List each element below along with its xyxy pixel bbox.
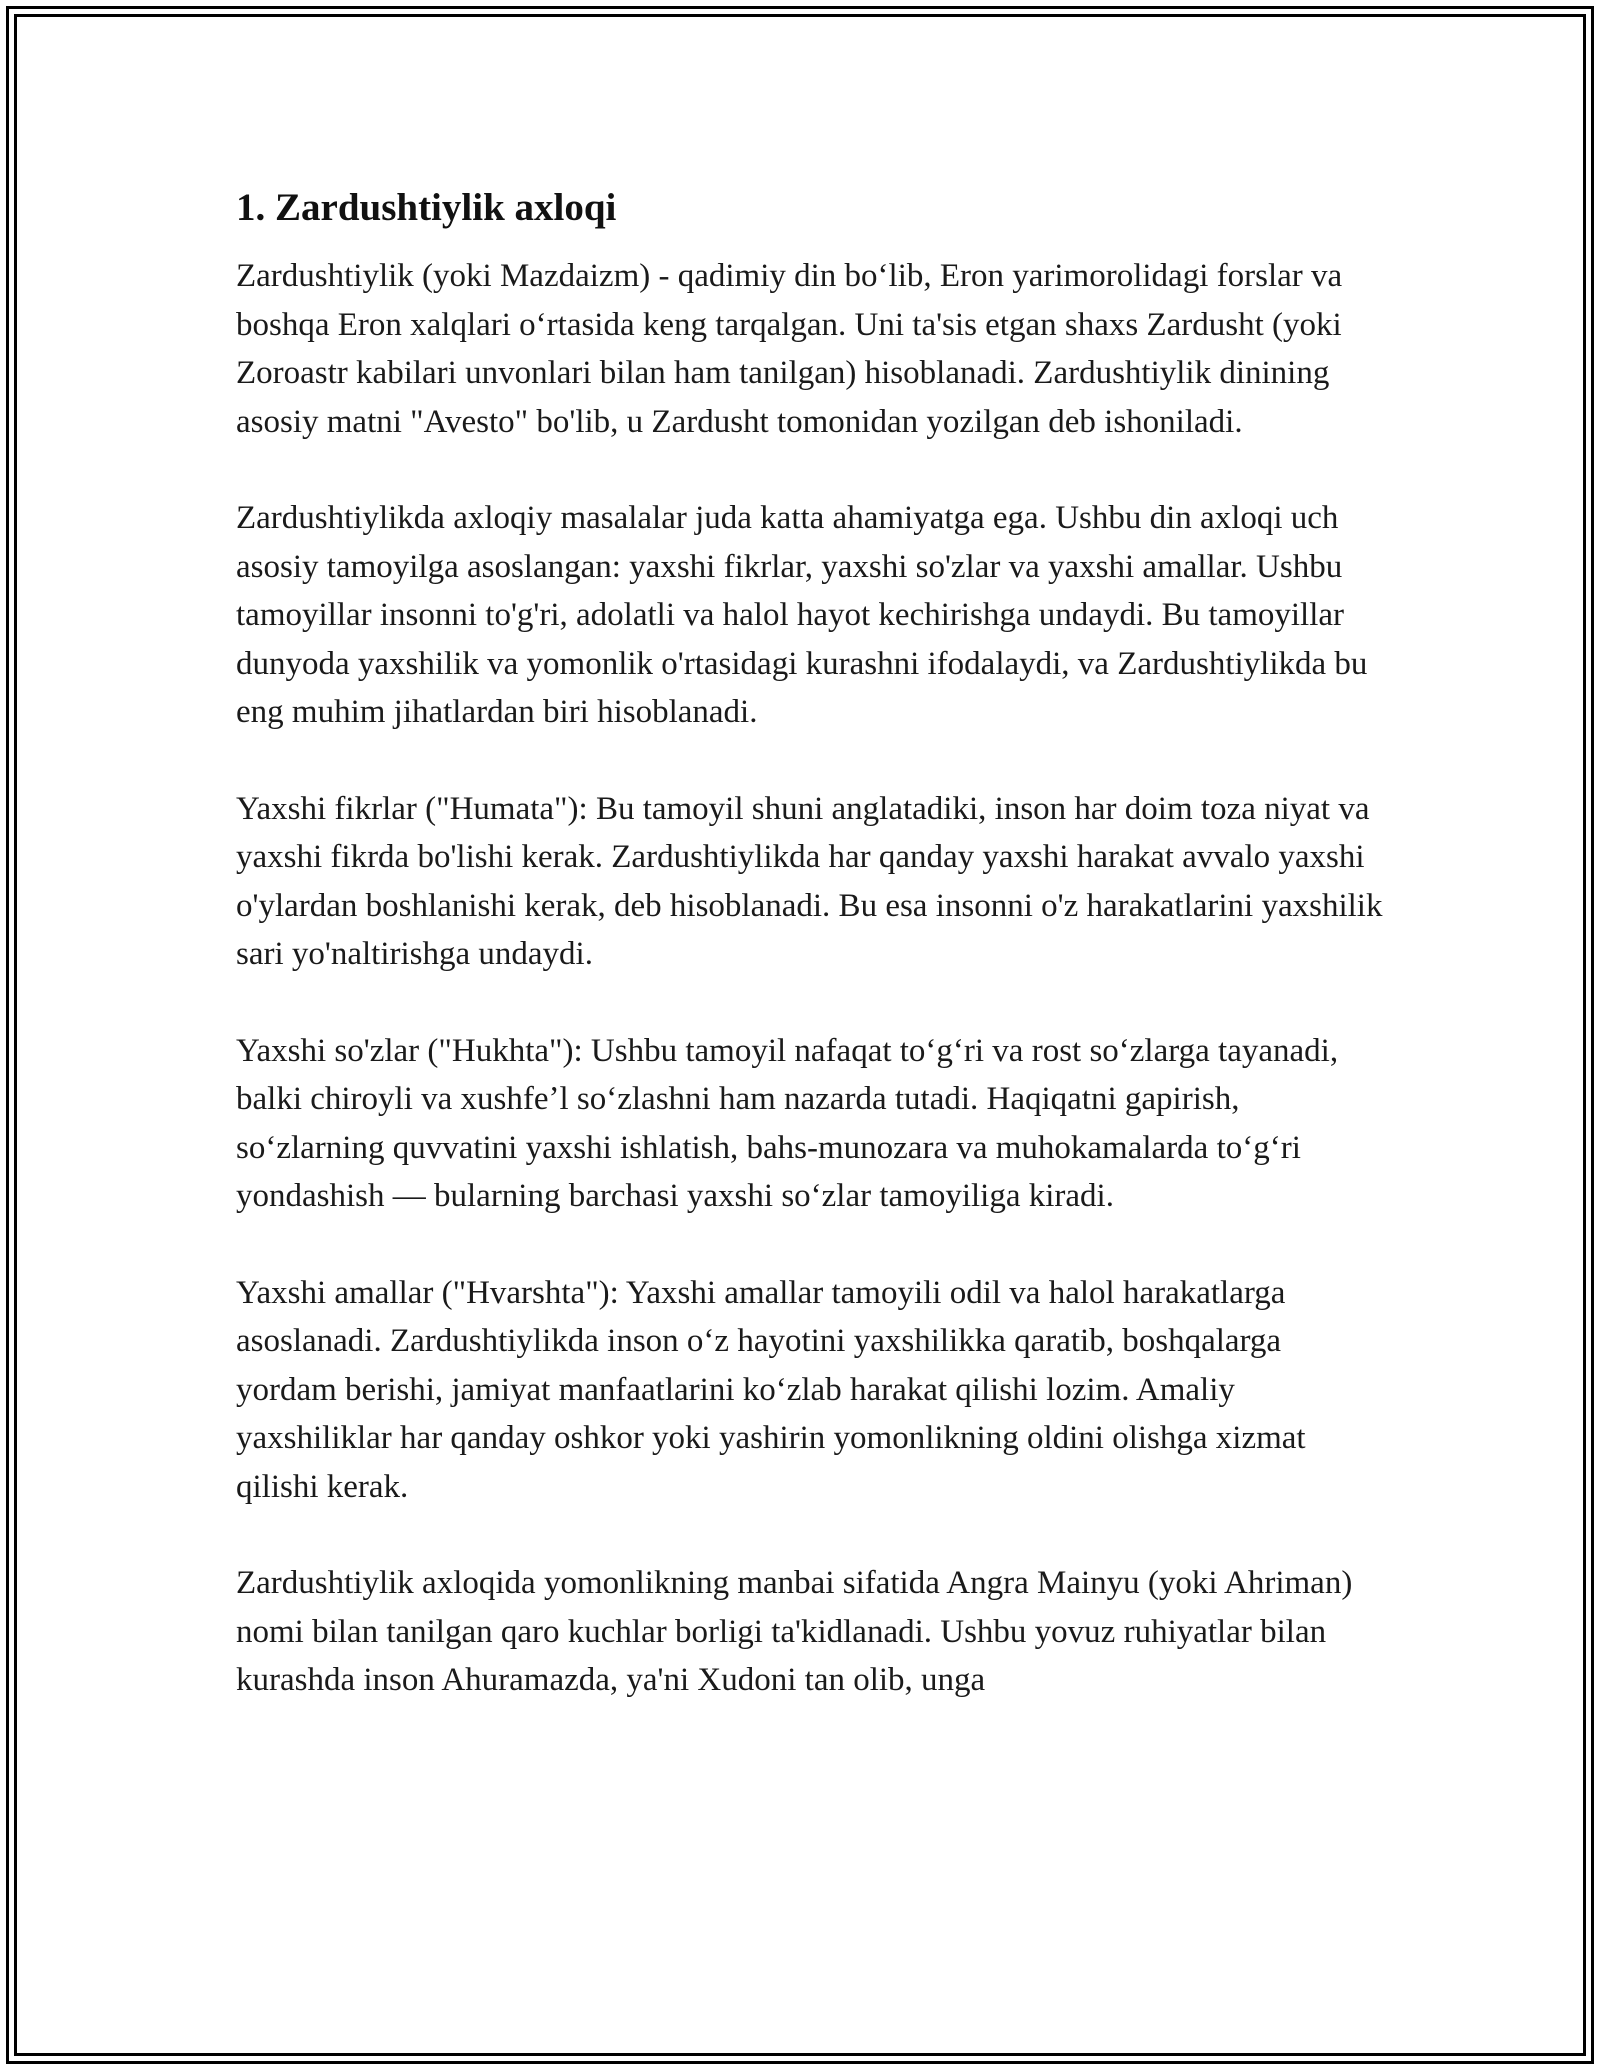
paragraph-evil-source: Zardushtiylik axloqida yomonlikning manbai sifatida Angra Mainyu (yoki Ahriman) nomi bilan tanilgan qaro kuchlar borligi ta'kidlanadi. Ushbu yovuz ruhiyatlar bilan kurashda inson Ahuramazda, ya'ni Xudoni tan olib, unga	[236, 1565, 1353, 1698]
section-heading: 1. Zardushtiylik axloqi	[236, 186, 617, 229]
paragraph-good-deeds: Yaxshi amallar ("Hvarshta"): Yaxshi amallar tamoyili odil va halol harakatlarga asoslanadi. Zardushtiylikda inson oʻz hayotini yaxshilikka qaratib, boshqalarga yordam berishi, jamiyat manfaatlarini koʻzlab harakat qilishi lozim. Amaliy yaxshiliklar har qanday oshkor yoki yashirin yomonlikning oldini olishga xizmat qilishi kerak.	[236, 1274, 1306, 1505]
paragraph-intro: Zardushtiylik (yoki Mazdaizm) - qadimiy din boʻlib, Eron yarimorolidagi forslar va boshqa Eron xalqlari oʻrtasida keng tarqalgan. Uni ta'sis etgan shaxs Zardusht (yoki Zoroastr kabilari unvonlari bilan ham tanilgan) hisoblanadi. Zardushtiylik dinining asosiy matni "Avesto" bo'lib, u Zardusht tomonidan yozilgan deb ishoniladi.	[236, 258, 1343, 440]
document-body	[236, 184, 1386, 1705]
paragraph-good-thoughts: Yaxshi fikrlar ("Humata"): Bu tamoyil shuni anglatadiki, inson har doim toza niyat va yaxshi fikrda bo'lishi kerak. Zardushtiylikda har qanday yaxshi harakat avvalo yaxshi o'ylardan boshlanishi kerak, deb hisoblanadi. Bu esa insonni o'z harakatlarini yaxshilik sari yo'naltirishga undaydi.	[236, 790, 1383, 972]
paragraph-ethics-principles: Zardushtiylikda axloqiy masalalar juda katta ahamiyatga ega. Ushbu din axloqi uch asosiy tamoyilga asoslangan: yaxshi fikrlar, yaxshi so'zlar va yaxshi amallar. Ushbu tamoyillar insonni to'g'ri, adolatli va halol hayot kechirishga undaydi. Bu tamoyillar dunyoda yaxshilik va yomonlik o'rtasidagi kurashni ifodalaydi, va Zardushtiylikda bu eng muhim jihatlardan biri hisoblanadi.	[236, 500, 1368, 730]
paragraph-good-words: Yaxshi so'zlar ("Hukhta"): Ushbu tamoyil nafaqat toʻgʻri va rost soʻzlarga tayanadi, balki chiroyli va xushfeʼl soʻzlashni ham nazarda tutadi. Haqiqatni gapirish, soʻzlarning quvvatini yaxshi ishlatish, bahs-munozara va muhokamalarda toʻgʻri yondashish — bularning barchasi yaxshi soʻzlar tamoyiliga kiradi.	[236, 1032, 1339, 1214]
